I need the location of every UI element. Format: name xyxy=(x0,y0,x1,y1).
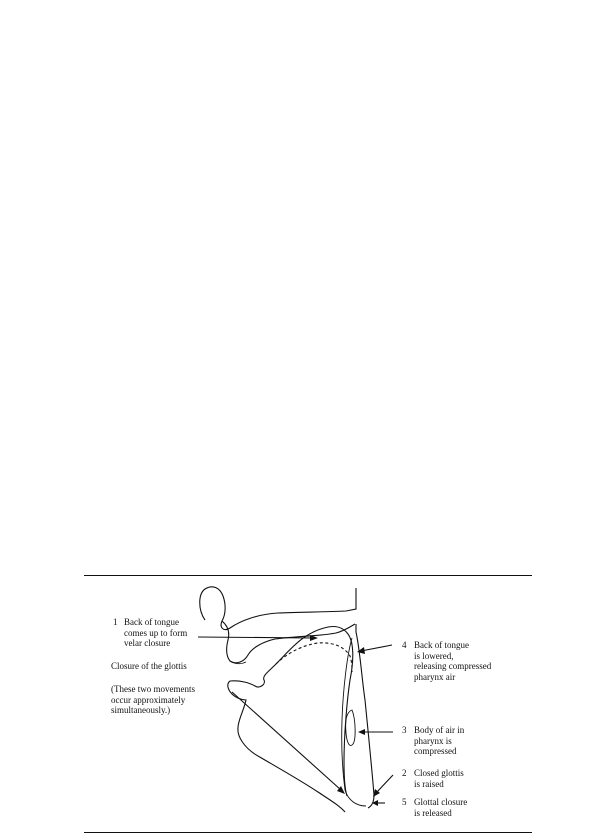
arrow-closure-line xyxy=(232,692,341,790)
label-closure-text: Closure of the glottis xyxy=(111,661,187,671)
label-3-text: Body of air in pharynx is compressed xyxy=(414,725,465,756)
compressed-air-cavity xyxy=(346,710,355,746)
label-4-number: 4 xyxy=(402,640,407,650)
label-1-number: 1 xyxy=(113,617,118,627)
arrow-2-line xyxy=(376,775,393,793)
label-2-text: Closed glottis is raised xyxy=(414,768,464,789)
label-5-number: 5 xyxy=(402,797,407,807)
label-3-number: 3 xyxy=(402,725,407,735)
pharynx-front-wall xyxy=(342,638,352,790)
label-2-number: 2 xyxy=(402,768,407,778)
glottis-outline xyxy=(345,790,366,806)
label-1-text: Back of tongue comes up to form velar closure xyxy=(124,617,188,648)
lowered-tongue-dashed xyxy=(276,643,352,672)
label-note-text: (These two movements occur approximately simultaneously.) xyxy=(111,684,195,715)
arrow-4-line xyxy=(361,645,392,651)
label-5-text: Glottal closure is released xyxy=(414,797,468,818)
arrow-3-head xyxy=(358,729,365,735)
palate-outline xyxy=(222,621,355,663)
jaw-neck-outline xyxy=(258,756,345,812)
tongue-outline xyxy=(230,626,353,796)
label-4-text: Back of tongue is lowered, releasing compressed pharynx air xyxy=(414,640,492,682)
